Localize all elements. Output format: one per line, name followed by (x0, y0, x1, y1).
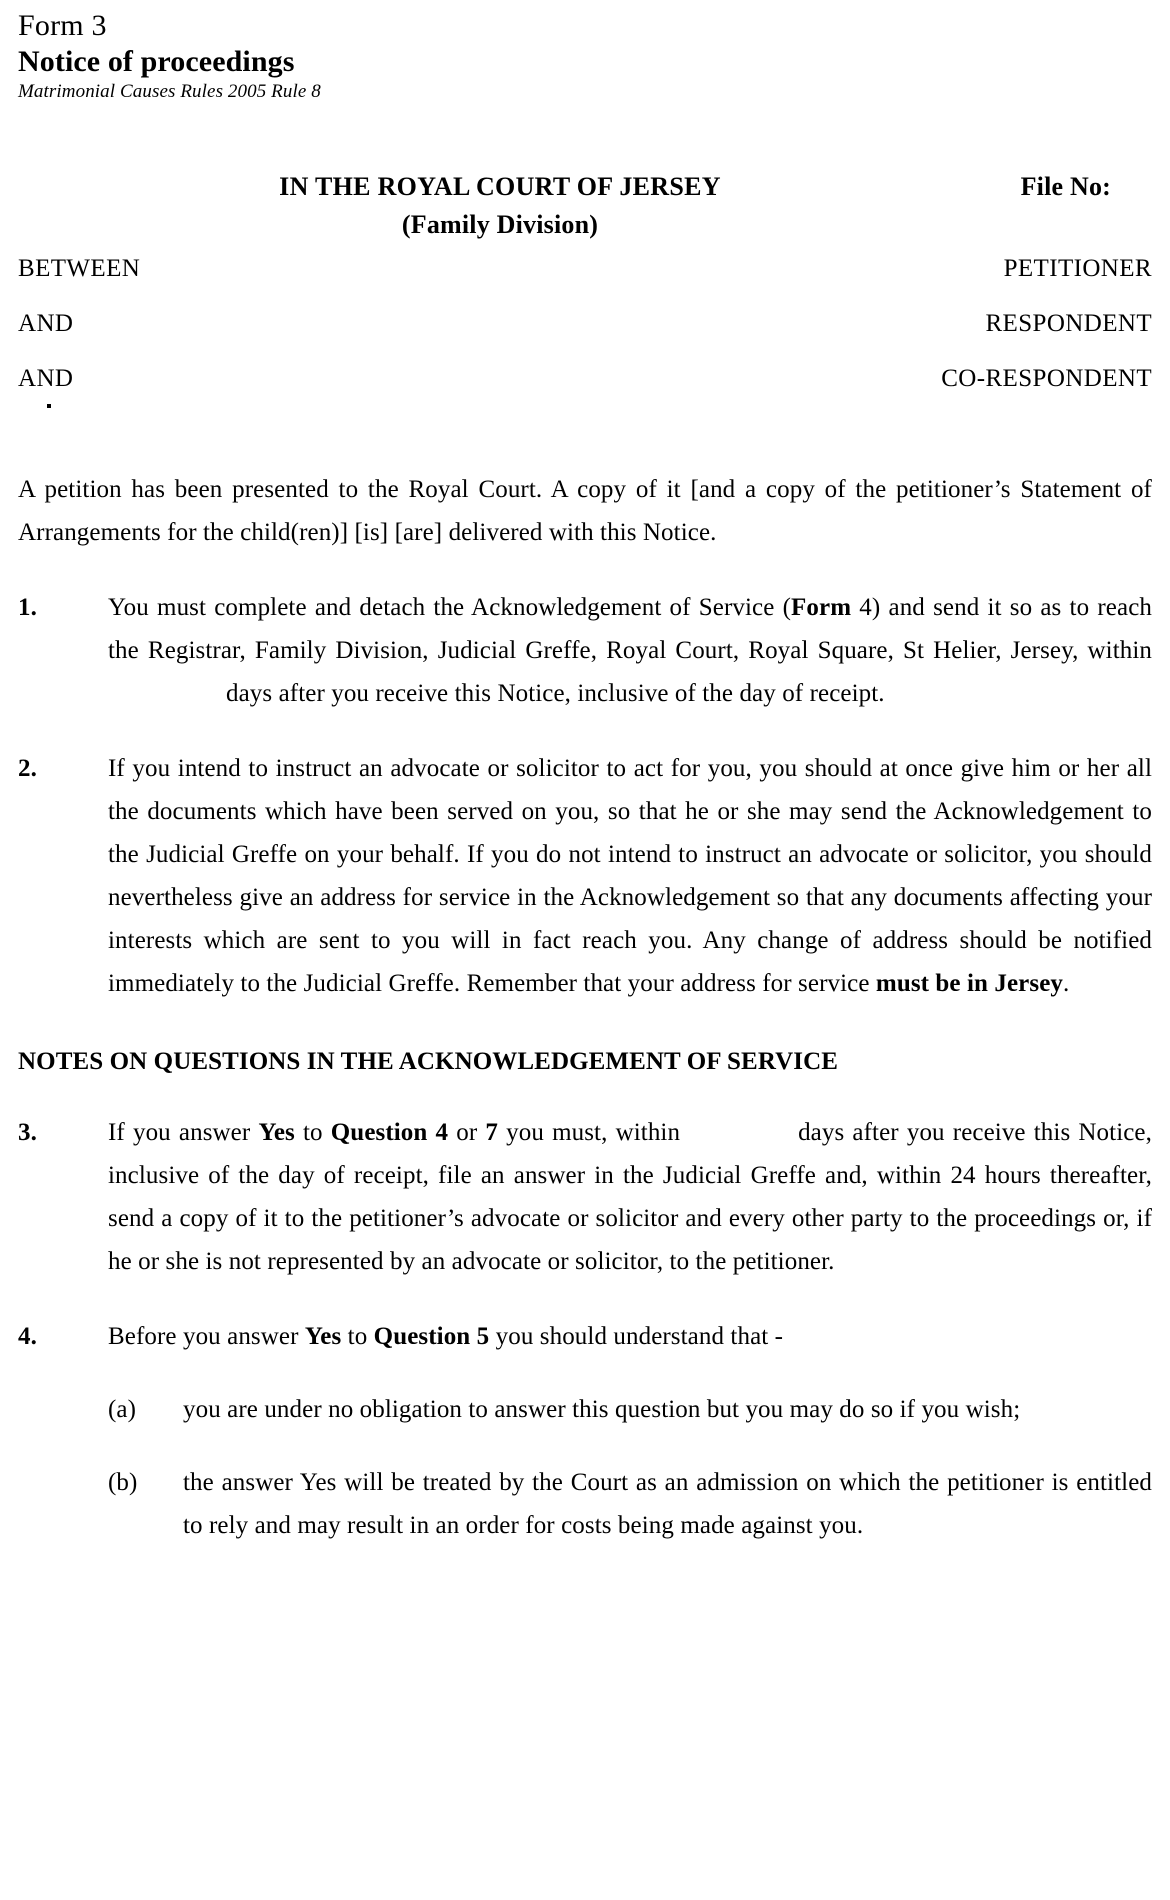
clause-4-sub-b-text: the answer Yes will be treated by the Court as an admission on which the petitioner is entitled to rely and may result in an order for costs being made against you. (183, 1469, 1152, 1539)
clause-4-sub-a (18, 1388, 1152, 1431)
file-no-label: File No: (1020, 172, 1111, 201)
notes-section-heading: NOTES ON QUESTIONS IN THE ACKNOWLEDGEMENT OF SERVICE (18, 1048, 839, 1075)
clause-4-text-part1: Before you answer (108, 1323, 305, 1350)
clause-3 (18, 1111, 1152, 1283)
clause-1-text-part2: 4) and send it so as to reach the Registrar, Family Division, Judicial Greffe, Royal Court, Royal Square, St Helier, Jersey, within (108, 594, 1152, 664)
document-body (18, 468, 1152, 1547)
clause-1-bold-form: Form (791, 594, 852, 621)
intro-paragraph: A petition has been presented to the Royal Court. A copy of it [and a copy of the petitioner’s Statement of Arrangements for the child(ren)] [is] [are] delivered with this Notice. (18, 476, 1152, 546)
form-number: Form 3 (18, 9, 107, 42)
party-role-respondent: RESPONDENT (985, 310, 1152, 337)
party-row (18, 365, 1152, 420)
clause-2-text-part1: If you intend to instruct an advocate or solicitor to act for you, you should at once give him or her all the documents which have been served on you, so that he or she may send the Acknowledgement to the Judicial Greffe on your behalf. If you do not intend to instruct an advocate or solicitor, you should nevertheless give an address for service in the Acknowledgement so that any documents affecting your interests which are sent to you will in fact reach you. Any change of address should be notified immediately to the Judicial Greffe. Remember that your address for service (108, 755, 1152, 997)
clause-2-marker: 2. (18, 755, 37, 782)
clause-2-bold-jersey: must be in Jersey (875, 970, 1063, 997)
clause-4-text-part2: to (341, 1323, 374, 1350)
clause-3-text-part1: If you answer (108, 1119, 259, 1146)
clause-1-text-part3: days after you receive this Notice, inclusive of the day of receipt. (226, 680, 885, 707)
party-row (18, 255, 1152, 310)
clause-4-sub-b (18, 1461, 1152, 1547)
clause-3-text-part2: to (294, 1119, 331, 1146)
clause-1 (18, 586, 1152, 715)
clause-2-text-part2: . (1063, 970, 1070, 997)
clause-4-marker: 4. (18, 1323, 37, 1350)
clause-4-sub-a-marker: (a) (108, 1396, 137, 1423)
clause-4-bold-yes: Yes (304, 1323, 342, 1350)
clause-3-marker: 3. (18, 1119, 37, 1146)
clause-3-bold-seven: 7 (485, 1119, 499, 1146)
court-division: (Family Division) (401, 210, 599, 239)
party-row (18, 310, 1152, 365)
scan-artifact-dot (47, 404, 51, 408)
clause-3-text-part5: days after you receive this Notice, inclusive of the day of receipt, file an answer in the Judicial Greffe and, within 24 hours thereafter, send a copy of it to the petitioner’s advocate or solicitor and every other party to the proceedings or, if he or she is not represented by an advocate or solicitor, to the petitioner. (108, 1119, 1152, 1275)
party-label-and-2: AND (18, 365, 74, 392)
court-name: IN THE ROYAL COURT OF JERSEY (279, 172, 721, 201)
clause-3-text-part4: you must, within (498, 1119, 681, 1146)
clause-3-bold-question-4: Question 4 (330, 1119, 449, 1146)
clause-1-text-part1: You must complete and detach the Acknowledgement of Service ( (108, 594, 792, 621)
masthead (18, 8, 918, 104)
party-label-and-1: AND (18, 310, 74, 337)
clause-4-sub-b-marker: (b) (108, 1469, 138, 1496)
clause-3-text-part3: or (448, 1119, 486, 1146)
court-heading (0, 172, 1170, 240)
party-label-between: BETWEEN (18, 255, 141, 282)
document-title: Notice of proceedings (18, 45, 295, 78)
clause-2 (18, 747, 1152, 1005)
party-role-petitioner: PETITIONER (1003, 255, 1152, 282)
parties-block (18, 255, 1152, 420)
clause-4-text-part3: you should understand that - (489, 1323, 784, 1350)
clause-3-bold-yes: Yes (258, 1119, 295, 1146)
clause-4 (18, 1315, 1152, 1358)
party-role-co-respondent: CO-RESPONDENT (941, 365, 1152, 392)
clause-1-marker: 1. (18, 594, 37, 621)
document-subtitle: Matrimonial Causes Rules 2005 Rule 8 (18, 81, 321, 102)
clause-4-bold-question-5: Question 5 (373, 1323, 490, 1350)
clause-4-sub-a-text: you are under no obligation to answer this question but you may do so if you wish; (183, 1396, 1021, 1423)
